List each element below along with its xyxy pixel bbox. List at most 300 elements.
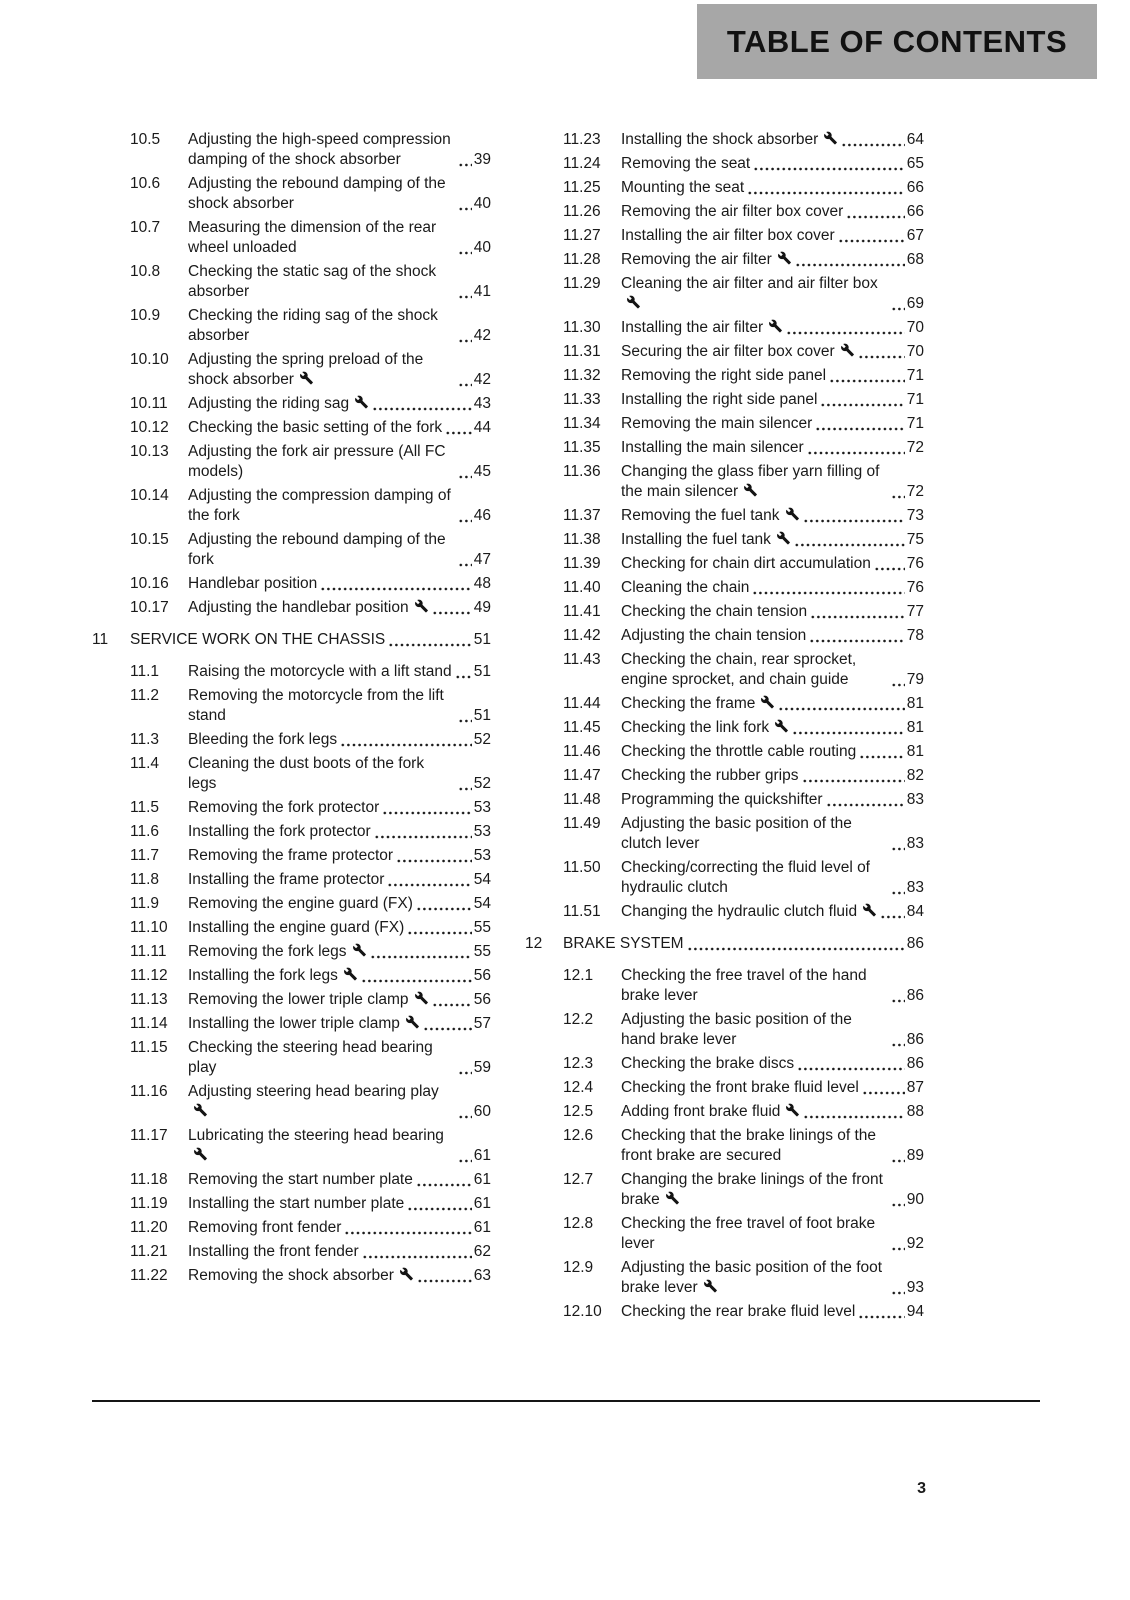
entry-page-number: 52 (473, 775, 491, 792)
entry-page-number: 61 (473, 1147, 491, 1164)
entry-number: 11.33 (563, 391, 601, 408)
entry-title: Checking the free travel of foot brake lever (621, 1215, 876, 1252)
wrench-icon (343, 967, 358, 981)
entry-title: Cleaning the air filter and air filter box (621, 274, 888, 314)
dot-leader (803, 1103, 904, 1122)
entry-title: Adjusting the riding sag (188, 394, 369, 414)
dot-leader (458, 1059, 472, 1078)
entry-title: Adjusting the basic position of the hand brake lever (621, 1011, 852, 1048)
entry-page-number: 39 (473, 151, 491, 168)
entry-number: 11.35 (563, 439, 601, 456)
entry-number: 11.51 (563, 903, 601, 920)
entry-number: 11.11 (130, 943, 167, 960)
dot-leader (874, 555, 905, 574)
entry-number: 10.17 (130, 599, 169, 616)
toc-entry-row (525, 742, 924, 762)
toc-entry-row (92, 1242, 491, 1262)
entry-title: Checking the chain tension (621, 603, 808, 620)
dot-leader (687, 935, 905, 954)
dot-leader (423, 1015, 472, 1034)
toc-entry-row (92, 966, 491, 986)
wrench-icon (774, 719, 789, 733)
entry-number: 11.47 (563, 767, 601, 784)
entry-number: 10.11 (130, 395, 168, 412)
toc-entry-row (92, 1266, 491, 1286)
dot-leader (396, 847, 472, 866)
dot-leader (891, 1031, 905, 1050)
entry-page-number: 77 (906, 603, 924, 620)
entry-page-number: 81 (906, 719, 924, 736)
toc-column-right (525, 130, 924, 1326)
entry-title: Installing the fork protector (188, 823, 371, 840)
dot-leader (458, 707, 472, 726)
entry-page-number: 79 (906, 671, 924, 688)
dot-leader (416, 895, 472, 914)
toc-entry-row (525, 506, 924, 526)
entry-number: 11.2 (130, 687, 160, 704)
toc-chapter-row (92, 630, 491, 650)
dot-leader (416, 1171, 472, 1190)
entry-page-number: 51 (473, 707, 491, 724)
entry-number: 11.28 (563, 251, 601, 268)
entry-title: Removing the frame protector (188, 847, 394, 864)
entry-page-number: 49 (473, 599, 491, 616)
entry-page-number: 55 (473, 943, 491, 960)
entry-title: Installing the shock absorber (621, 130, 838, 150)
entry-title: Checking that the brake linings of the front brake are secured (621, 1127, 877, 1164)
dot-leader (458, 463, 472, 482)
dot-leader (382, 799, 471, 818)
entry-page-number: 86 (906, 987, 924, 1004)
entry-title: Securing the air filter box cover (621, 342, 855, 362)
entry-title: Programming the quickshifter (621, 791, 823, 808)
entry-page-number: 94 (906, 1303, 924, 1320)
toc-entry-row (525, 154, 924, 174)
entry-title: Checking the chain, rear sprocket, engine sprocket, and chain guide (621, 651, 857, 688)
entry-number: 12.5 (563, 1103, 594, 1120)
entry-title: Changing the glass fiber yarn filling of the main silencer (621, 463, 880, 500)
entry-number: 12.4 (563, 1079, 594, 1096)
entry-number: 11.19 (130, 1195, 168, 1212)
dot-leader (387, 871, 471, 890)
entry-page-number: 63 (473, 1267, 491, 1284)
entry-page-number: 72 (906, 439, 924, 456)
entry-number: 11.32 (563, 367, 601, 384)
entry-page-number: 53 (473, 847, 491, 864)
toc-entry-row (525, 1010, 924, 1050)
entry-page-number: 53 (473, 823, 491, 840)
entry-title: Removing the lower triple clamp (188, 990, 429, 1010)
toc-entry-row (92, 990, 491, 1010)
wrench-icon (777, 251, 792, 265)
entry-number: 12.7 (563, 1171, 594, 1188)
entry-number: 11.44 (563, 695, 601, 712)
entry-page-number: 64 (906, 131, 924, 148)
toc-entry-row (525, 694, 924, 714)
entry-number: 10.5 (130, 131, 161, 148)
entry-number: 12.10 (563, 1303, 602, 1320)
dot-leader (891, 1191, 905, 1210)
dot-leader (880, 903, 905, 922)
dot-leader (810, 603, 905, 622)
dot-leader (753, 155, 905, 174)
dot-leader (891, 835, 905, 854)
entry-title: SERVICE WORK ON THE CHASSIS (130, 631, 386, 648)
entry-number: 10.15 (130, 531, 169, 548)
toc-entry-row (525, 202, 924, 222)
wrench-icon (665, 1191, 680, 1205)
page-header-banner (697, 4, 1097, 79)
toc-entry-row (92, 754, 491, 794)
entry-title: Checking the throttle cable routing (621, 743, 857, 760)
entry-page-number: 51 (473, 663, 491, 680)
entry-title: Removing the fuel tank (621, 506, 800, 526)
dot-leader (362, 1243, 472, 1262)
entry-number: 11.18 (130, 1171, 168, 1188)
entry-page-number: 67 (906, 227, 924, 244)
dot-leader (841, 131, 904, 150)
dot-leader (809, 627, 904, 646)
wrench-icon (703, 1279, 718, 1293)
entry-title: BRAKE SYSTEM (563, 935, 684, 952)
dot-leader (838, 227, 905, 246)
entry-number: 11.12 (130, 967, 168, 984)
entry-number: 11.10 (130, 919, 168, 936)
entry-title: Adjusting the chain tension (621, 627, 807, 644)
toc-entry-row (525, 766, 924, 786)
entry-title: Adjusting the basic position of the foot brake lever (621, 1259, 883, 1296)
toc-entry-row (92, 174, 491, 214)
entry-number: 12.1 (563, 967, 594, 984)
dot-leader (859, 743, 905, 762)
entry-page-number: 62 (473, 1243, 491, 1260)
entry-number: 11.29 (563, 275, 601, 292)
entry-title: Cleaning the chain (621, 579, 750, 596)
entry-number: 11.22 (130, 1267, 168, 1284)
entry-page-number: 68 (906, 251, 924, 268)
dot-leader (858, 1303, 904, 1322)
entry-number: 12.9 (563, 1259, 594, 1276)
entry-page-number: 55 (473, 919, 491, 936)
entry-title: Installing the right side panel (621, 391, 818, 408)
entry-number: 11.30 (563, 319, 601, 336)
entry-page-number: 83 (906, 879, 924, 896)
dot-leader (374, 823, 472, 842)
entry-number: 11.1 (130, 663, 160, 680)
entry-page-number: 72 (906, 483, 924, 500)
entry-title: Measuring the dimension of the rear wheel unloaded (188, 219, 437, 256)
toc-entry-row (92, 130, 491, 170)
entry-number: 10.12 (130, 419, 169, 436)
toc-entry-row (525, 902, 924, 922)
entry-number: 11.34 (563, 415, 601, 432)
entry-title: Installing the lower triple clamp (188, 1014, 420, 1034)
toc-entry-row (525, 1170, 924, 1210)
entry-number: 11.14 (130, 1015, 168, 1032)
entry-page-number: 42 (473, 371, 491, 388)
entry-title: Removing the air filter box cover (621, 203, 844, 220)
wrench-icon (399, 1267, 414, 1281)
dot-leader (458, 195, 472, 214)
toc-entry-row (525, 390, 924, 410)
entry-title: Checking the rubber grips (621, 767, 799, 784)
entry-number: 10.9 (130, 307, 161, 324)
toc-entry-row (92, 798, 491, 818)
entry-number: 11.13 (130, 991, 168, 1008)
toc-entry-row (525, 438, 924, 458)
dot-leader (417, 1267, 472, 1286)
entry-title: Removing the motorcycle from the lift stand (188, 687, 444, 724)
entry-number: 12.2 (563, 1011, 594, 1028)
entry-page-number: 61 (473, 1171, 491, 1188)
entry-page-number: 87 (906, 1079, 924, 1096)
entry-page-number: 66 (906, 203, 924, 220)
entry-title: Removing front fender (188, 1219, 342, 1236)
entry-page-number: 61 (473, 1219, 491, 1236)
toc-entry-row (525, 790, 924, 810)
toc-entry-row (92, 418, 491, 438)
entry-title: Installing the air filter box cover (621, 227, 835, 244)
entry-title: Removing the fork protector (188, 799, 380, 816)
toc-entry-row (92, 598, 491, 618)
dot-leader (891, 1279, 905, 1298)
dot-leader (455, 663, 472, 682)
entry-number: 11.8 (130, 871, 160, 888)
entry-number: 11.26 (563, 203, 601, 220)
wrench-icon (785, 1103, 800, 1117)
wrench-icon (862, 903, 877, 917)
toc-entry-row (525, 1126, 924, 1166)
toc-entry-row (525, 462, 924, 502)
wrench-icon (776, 531, 791, 545)
entry-title: Installing the front fender (188, 1243, 359, 1260)
entry-number: 10.10 (130, 351, 169, 368)
entry-page-number: 73 (906, 507, 924, 524)
toc-entry-row (525, 250, 924, 270)
dot-leader (891, 295, 905, 314)
entry-title: Removing the start number plate (188, 1171, 413, 1188)
toc-column-left (92, 130, 491, 1290)
entry-page-number: 71 (906, 415, 924, 432)
toc-entry-row (525, 602, 924, 622)
dot-leader (891, 1147, 905, 1166)
dot-leader (815, 415, 904, 434)
entry-title: Adjusting the spring preload of the shock absorber (188, 351, 424, 388)
entry-number: 12.6 (563, 1127, 594, 1144)
wrench-icon (193, 1103, 208, 1117)
entry-title: Checking the brake discs (621, 1055, 795, 1072)
entry-title: Removing the air filter (621, 250, 792, 270)
entry-title: Changing the hydraulic clutch fluid (621, 902, 877, 922)
entry-title: Checking the free travel of the hand brake lever (621, 967, 867, 1004)
toc-entry-row (92, 730, 491, 750)
toc-entry-row (92, 1038, 491, 1078)
entry-title: Removing the fork legs (188, 942, 367, 962)
entry-number: 10.8 (130, 263, 161, 280)
footer-page-number: 3 (917, 1480, 926, 1497)
entry-page-number: 54 (473, 895, 491, 912)
dot-leader (458, 371, 472, 390)
toc-entry-row (525, 1302, 924, 1322)
toc-entry-row (525, 130, 924, 150)
toc-entry-row (92, 486, 491, 526)
entry-number: 11.23 (563, 131, 601, 148)
toc-entry-row (525, 1258, 924, 1298)
entry-number: 10.14 (130, 487, 169, 504)
entry-page-number: 60 (473, 1103, 491, 1120)
entry-page-number: 71 (906, 367, 924, 384)
entry-number: 11.46 (563, 743, 601, 760)
entry-number: 10.6 (130, 175, 161, 192)
footer-divider (92, 1400, 1040, 1402)
wrench-icon (626, 295, 641, 309)
entry-page-number: 93 (906, 1279, 924, 1296)
dot-leader (747, 179, 905, 198)
entry-number: 10.13 (130, 443, 169, 460)
toc-entry-row (92, 1218, 491, 1238)
entry-page-number: 76 (906, 555, 924, 572)
entry-title: Adjusting the handlebar position (188, 598, 429, 618)
toc-entry-row (92, 442, 491, 482)
toc-entry-row (525, 178, 924, 198)
entry-number: 12.3 (563, 1055, 594, 1072)
entry-title: Installing the frame protector (188, 871, 385, 888)
dot-leader (820, 391, 904, 410)
dot-leader (458, 239, 472, 258)
dot-leader (778, 695, 904, 714)
dot-leader (320, 575, 471, 594)
entry-page-number: 48 (473, 575, 491, 592)
toc-entry-row (92, 1194, 491, 1214)
toc-entry-row (92, 918, 491, 938)
entry-page-number: 81 (906, 743, 924, 760)
dot-leader (858, 343, 905, 362)
toc-entry-row (92, 662, 491, 682)
entry-page-number: 42 (473, 327, 491, 344)
entry-page-number: 46 (473, 507, 491, 524)
toc-entry-row (525, 342, 924, 362)
wrench-icon (823, 131, 838, 145)
toc-entry-row (525, 1078, 924, 1098)
entry-title: Installing the air filter (621, 318, 783, 338)
toc-entry-row (92, 686, 491, 726)
entry-page-number: 45 (473, 463, 491, 480)
entry-page-number: 70 (906, 343, 924, 360)
entry-page-number: 88 (906, 1103, 924, 1120)
entry-number: 11 (92, 631, 109, 648)
entry-number: 11.37 (563, 507, 601, 524)
dot-leader (407, 1195, 471, 1214)
toc-entry-row (92, 846, 491, 866)
wrench-icon (299, 371, 314, 385)
entry-title: Installing the start number plate (188, 1195, 405, 1212)
toc-entry-row (525, 858, 924, 898)
entry-title: Checking the static sag of the shock absorber (188, 263, 437, 300)
entry-page-number: 75 (906, 531, 924, 548)
entry-title: Checking the link fork (621, 718, 789, 738)
toc-entry-row (92, 894, 491, 914)
entry-page-number: 78 (906, 627, 924, 644)
dot-leader (846, 203, 904, 222)
toc-entry-row (92, 262, 491, 302)
entry-title: Checking the rear brake fluid level (621, 1303, 856, 1320)
dot-leader (797, 1055, 905, 1074)
entry-page-number: 40 (473, 195, 491, 212)
toc-entry-row (525, 414, 924, 434)
wrench-icon (405, 1015, 420, 1029)
toc-entry-row (92, 530, 491, 570)
dot-leader (370, 943, 472, 962)
toc-entry-row (92, 218, 491, 258)
toc-entry-row (92, 574, 491, 594)
entry-page-number: 65 (906, 155, 924, 172)
entry-title: Changing the brake linings of the front brake (621, 1171, 883, 1208)
toc-entry-row (92, 1170, 491, 1190)
entry-page-number: 89 (906, 1147, 924, 1164)
entry-title: Cleaning the dust boots of the fork legs (188, 755, 425, 792)
dot-leader (829, 367, 905, 386)
entry-page-number: 66 (906, 179, 924, 196)
entry-title: Handlebar position (188, 575, 318, 592)
toc-entry-row (525, 530, 924, 550)
dot-leader (407, 919, 471, 938)
entry-number: 11.3 (130, 731, 160, 748)
toc-entry-row (92, 1126, 491, 1166)
entry-title: Checking/correcting the fluid level of hydraulic clutch (621, 859, 870, 896)
dot-leader (432, 599, 472, 618)
dot-leader (807, 439, 905, 458)
entry-title: Removing the shock absorber (188, 1266, 414, 1286)
dot-leader (802, 767, 905, 786)
entry-title: Checking the frame (621, 694, 775, 714)
entry-page-number: 82 (906, 767, 924, 784)
entry-page-number: 43 (473, 395, 491, 412)
dot-leader (786, 319, 905, 338)
entry-number: 11.49 (563, 815, 601, 832)
entry-number: 11.16 (130, 1083, 168, 1100)
toc-entry-row (92, 306, 491, 346)
entry-page-number: 47 (473, 551, 491, 568)
wrench-icon (352, 943, 367, 957)
toc-entry-row (525, 650, 924, 690)
dot-leader (445, 419, 472, 438)
dot-leader (891, 671, 905, 690)
entry-title: Adjusting the fork air pressure (All FC models) (188, 443, 446, 480)
entry-number: 11.15 (130, 1039, 168, 1056)
entry-title: Adjusting steering head bearing play (188, 1082, 455, 1122)
entry-number: 11.41 (563, 603, 601, 620)
toc-entry-row (92, 394, 491, 414)
wrench-icon (414, 599, 429, 613)
entry-title: Installing the main silencer (621, 439, 804, 456)
dot-leader (826, 791, 905, 810)
entry-title: Removing the main silencer (621, 415, 813, 432)
entry-page-number: 83 (906, 791, 924, 808)
entry-number: 11.48 (563, 791, 601, 808)
entry-page-number: 69 (906, 295, 924, 312)
entry-number: 11.4 (130, 755, 160, 772)
entry-title: Mounting the seat (621, 179, 745, 196)
entry-number: 11.25 (563, 179, 601, 196)
entry-title: Lubricating the steering head bearing (188, 1126, 455, 1166)
entry-number: 12.8 (563, 1215, 594, 1232)
wrench-icon (193, 1147, 208, 1161)
dot-leader (458, 507, 472, 526)
entry-page-number: 61 (473, 1195, 491, 1212)
entry-number: 11.36 (563, 463, 601, 480)
dot-leader (344, 1219, 471, 1238)
dot-leader (340, 731, 472, 750)
